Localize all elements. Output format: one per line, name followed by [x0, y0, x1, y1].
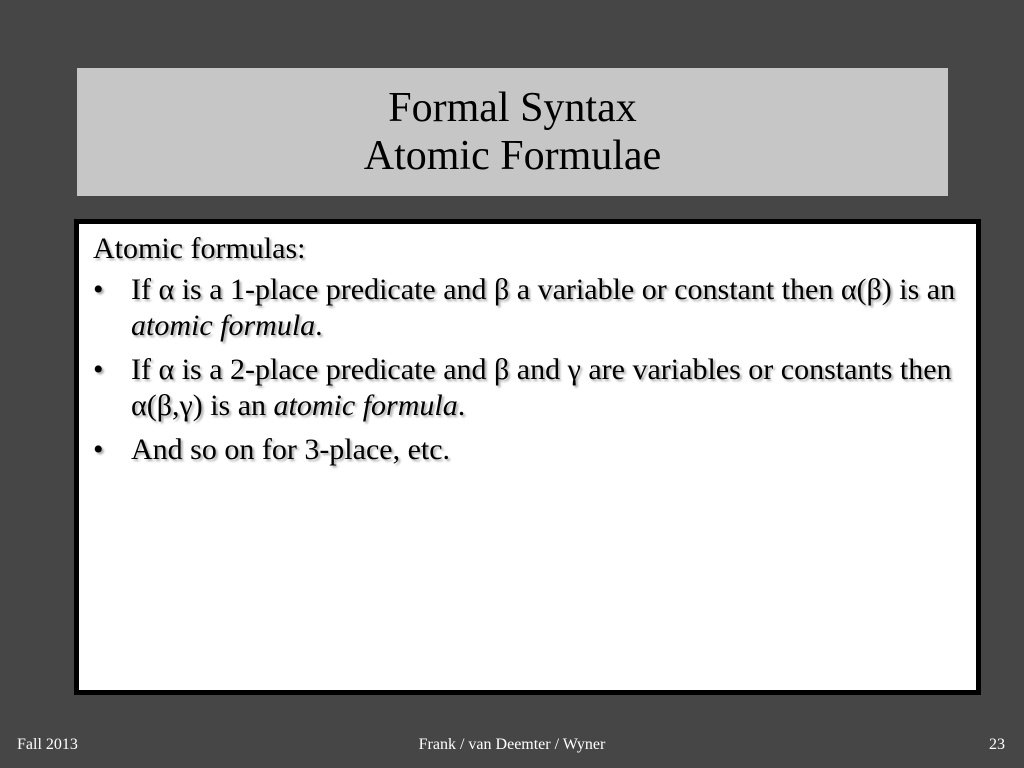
bullet-italic-text: atomic formula [273, 389, 458, 422]
slide-subtitle: Atomic Formulae [363, 133, 662, 179]
bullet-list [93, 272, 960, 468]
bullet-icon: • [93, 273, 104, 306]
bullet-punctuation: . [457, 389, 466, 422]
content-body [93, 232, 960, 690]
bullet-text: If α is a 2-place predicate and β and γ are variables or constants then α(β,γ) is an [131, 353, 952, 422]
footer-page-number: 23 [989, 736, 1005, 753]
bullet-punctuation: . [315, 309, 323, 342]
footer-authors: Frank / van Deemter / Wyner [418, 736, 606, 753]
list-item [93, 432, 960, 468]
bullet-icon: • [93, 433, 104, 466]
title-box [77, 68, 948, 196]
bullet-text: If α is a 1-place predicate and β a variable or constant then α(β) is an [131, 273, 956, 306]
bullet-text: And so on for 3-place, etc. [131, 433, 451, 466]
bullet-icon: • [93, 353, 104, 386]
content-box [74, 219, 981, 695]
footer-date: Fall 2013 [17, 736, 78, 753]
list-item [93, 352, 960, 424]
content-heading: Atomic formulas: [93, 232, 306, 265]
list-item [93, 272, 960, 344]
slide-title: Formal Syntax [388, 85, 637, 131]
bullet-italic-text: atomic formula [131, 309, 316, 342]
